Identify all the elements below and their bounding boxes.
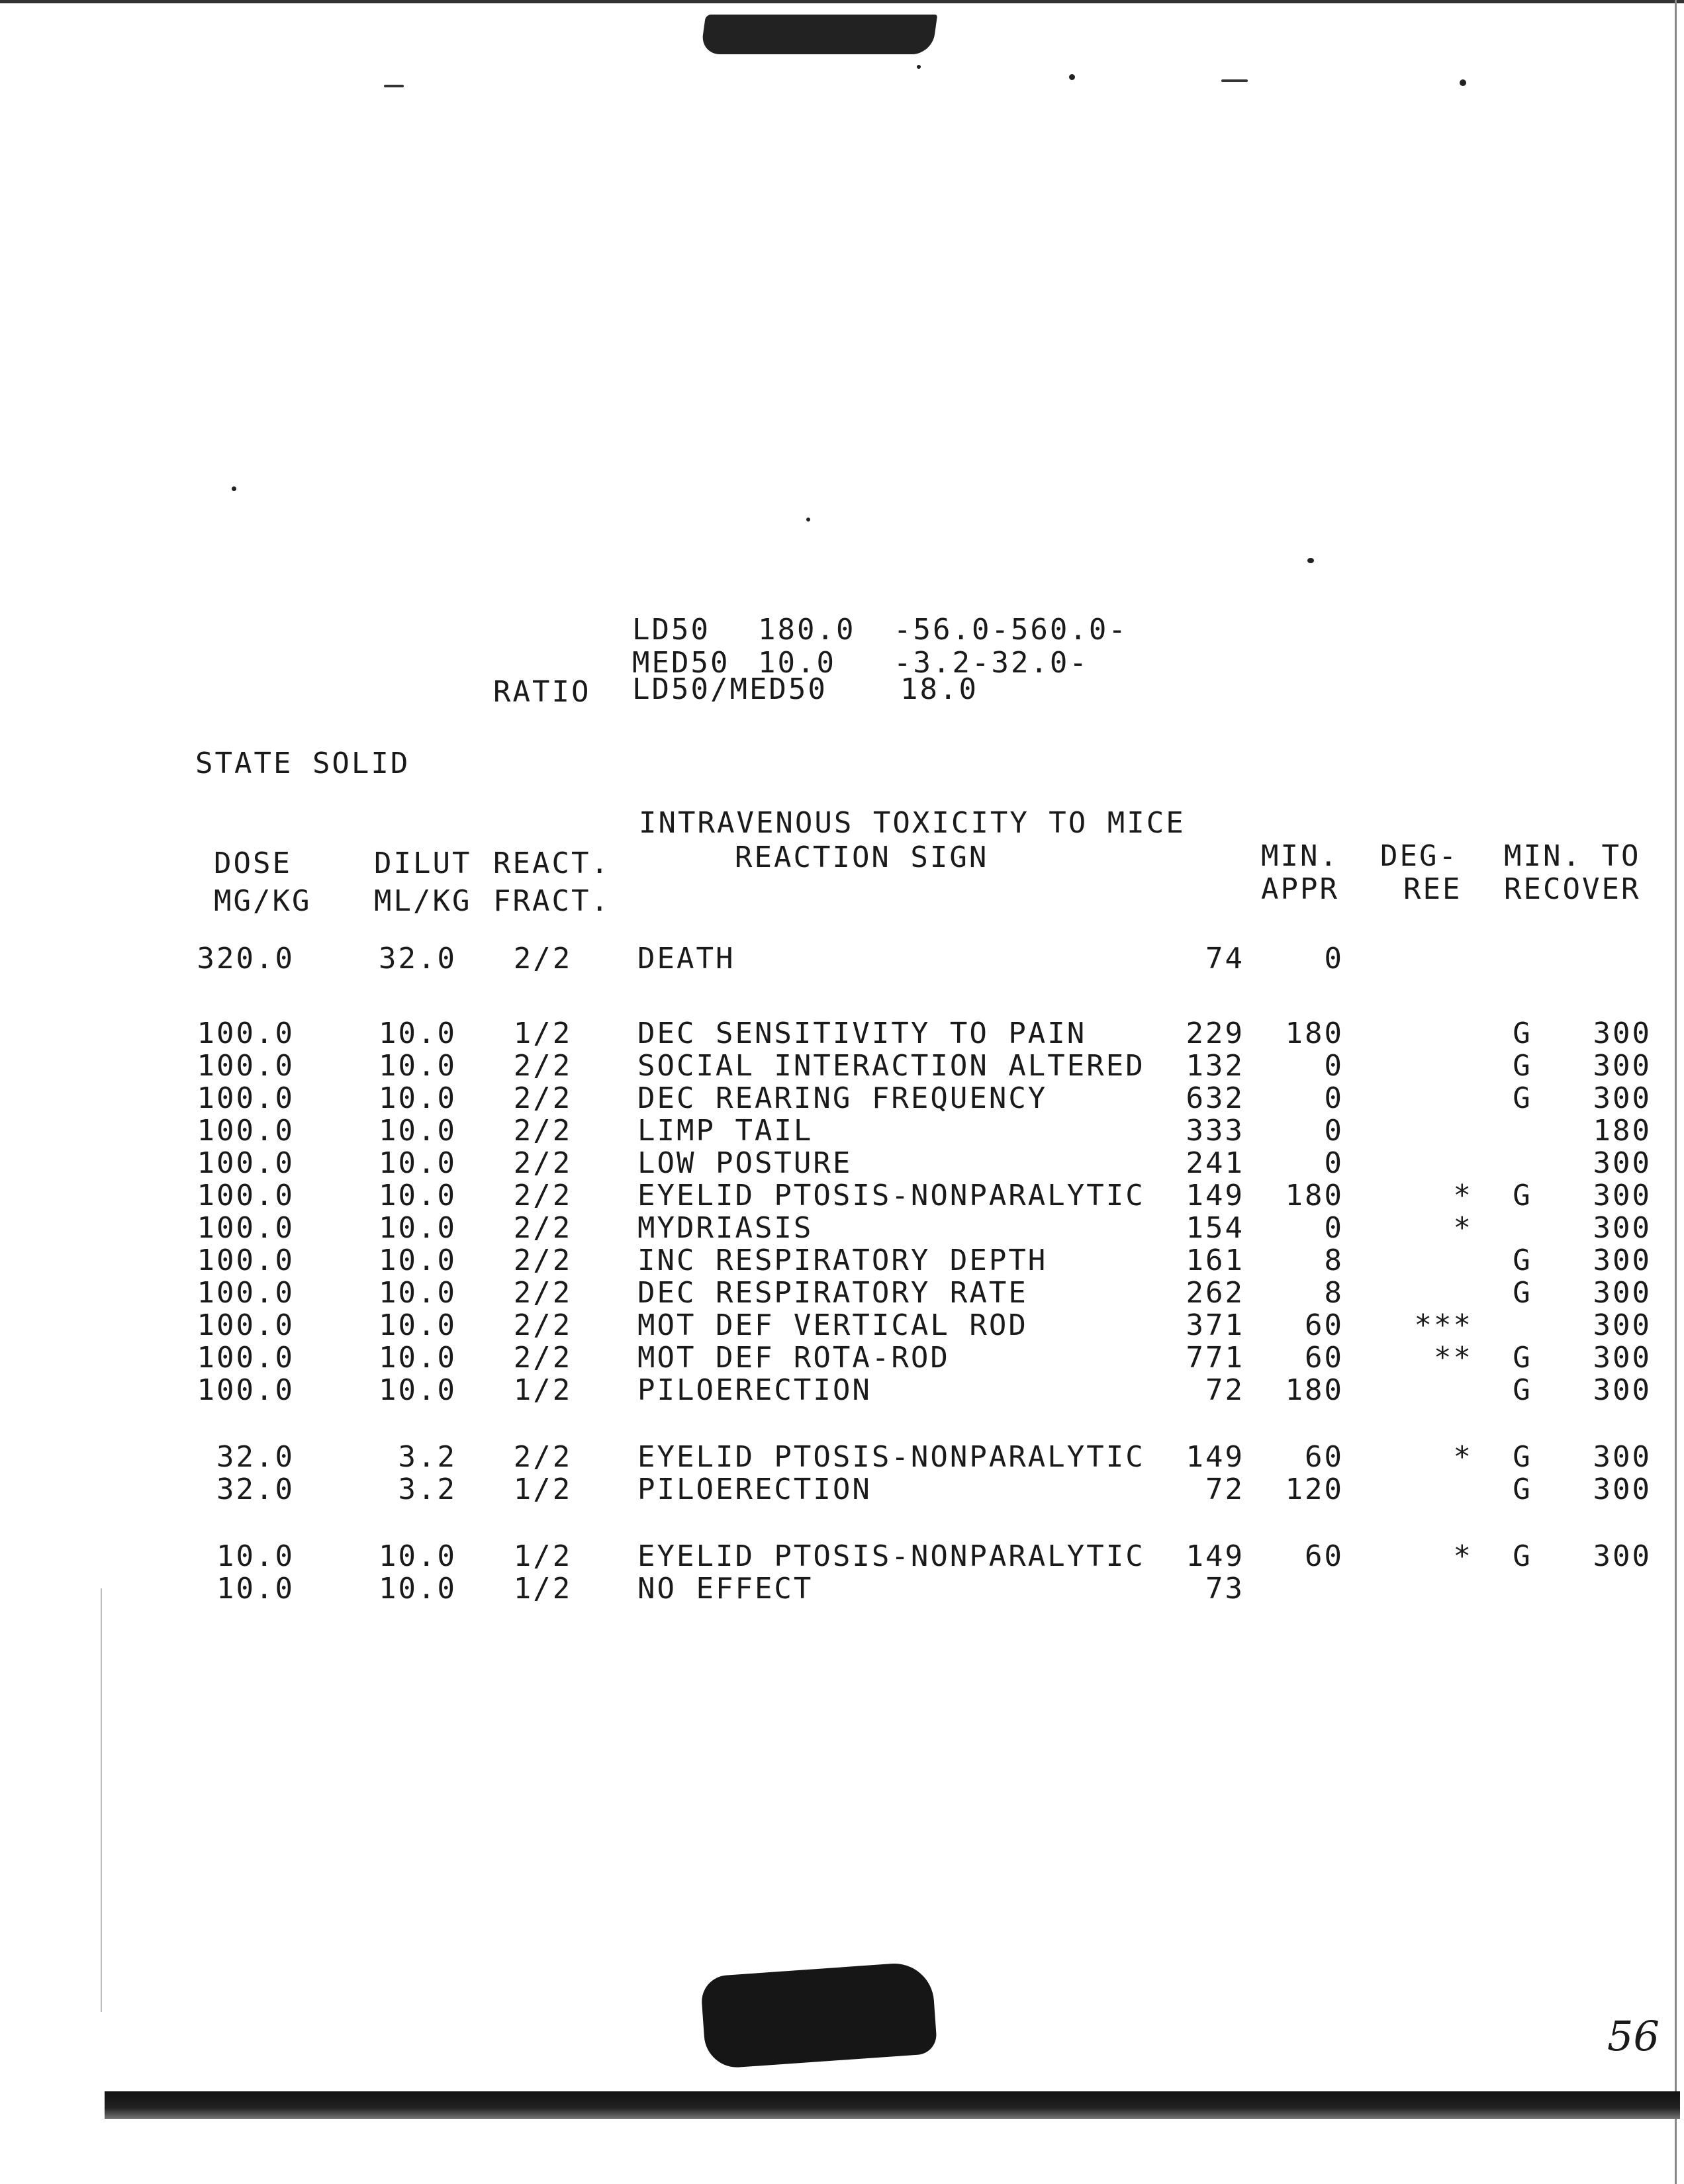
- dilut-cell: 10.0: [379, 1114, 457, 1148]
- ld50-value: 180.0: [758, 613, 856, 647]
- grade-cell: G: [1513, 1440, 1532, 1474]
- fraction-cell: 2/2: [513, 1179, 573, 1212]
- dose-cell: 100.0: [197, 1081, 295, 1115]
- scan-right-edge: [1675, 0, 1677, 2184]
- grade-cell: G: [1513, 1473, 1532, 1506]
- reaction-sign-cell: DEC SENSITIVITY TO PAIN: [637, 1017, 1087, 1050]
- min-appr-cell: 60: [1305, 1440, 1344, 1474]
- min-appr-cell: 60: [1305, 1308, 1344, 1342]
- min-appr-cell: 60: [1305, 1539, 1344, 1573]
- reaction-sign-cell: NO EFFECT: [637, 1572, 814, 1606]
- header-reaction-sign: REACTION SIGN: [735, 841, 989, 874]
- fraction-cell: 2/2: [513, 1146, 573, 1180]
- header-degree-1: DEG-: [1380, 839, 1458, 873]
- min-appr-cell: 0: [1324, 1049, 1344, 1083]
- min-appr-cell: 120: [1285, 1473, 1344, 1506]
- med50-range: -3.2-32.0-: [894, 646, 1089, 680]
- reaction-sign-cell: DEATH: [637, 942, 735, 976]
- dose-cell: 320.0: [197, 942, 295, 976]
- min-appr-cell: 0: [1324, 1211, 1344, 1245]
- fraction-cell: 1/2: [513, 1017, 573, 1050]
- min-recover-cell: 300: [1593, 1049, 1652, 1083]
- dilut-cell: 10.0: [379, 1341, 457, 1375]
- grade-cell: G: [1513, 1017, 1532, 1050]
- sign-code-cell: 72: [1205, 1473, 1244, 1506]
- sign-code-cell: 132: [1186, 1049, 1244, 1083]
- dose-cell: 100.0: [197, 1017, 295, 1050]
- dilut-cell: 3.2: [398, 1440, 457, 1474]
- fraction-cell: 1/2: [513, 1473, 573, 1506]
- min-recover-cell: 300: [1593, 1017, 1652, 1050]
- header-recover-1: MIN. TO: [1504, 839, 1641, 873]
- sign-code-cell: 262: [1186, 1276, 1244, 1310]
- reaction-sign-cell: LIMP TAIL: [637, 1114, 814, 1148]
- fraction-cell: 2/2: [513, 1244, 573, 1277]
- min-recover-cell: 300: [1593, 1473, 1652, 1506]
- grade-cell: G: [1513, 1179, 1532, 1212]
- dilut-cell: 10.0: [379, 1049, 457, 1083]
- grade-cell: G: [1513, 1049, 1532, 1083]
- fraction-cell: 2/2: [513, 1440, 573, 1474]
- dilut-cell: 10.0: [379, 1244, 457, 1277]
- ratio-prefix: RATIO: [493, 675, 591, 709]
- sign-code-cell: 149: [1186, 1440, 1244, 1474]
- degree-cell: **: [1434, 1341, 1473, 1375]
- fraction-cell: 2/2: [513, 1341, 573, 1375]
- redaction-blot-bottom: [700, 1961, 938, 2070]
- dose-cell: 100.0: [197, 1114, 295, 1148]
- min-recover-cell: 300: [1593, 1179, 1652, 1212]
- min-recover-cell: 300: [1593, 1081, 1652, 1115]
- degree-cell: *: [1453, 1539, 1473, 1573]
- header-dose-1: DOSE: [214, 846, 292, 880]
- min-recover-cell: 300: [1593, 1146, 1652, 1180]
- sign-code-cell: 73: [1205, 1572, 1244, 1606]
- sign-code-cell: 333: [1186, 1114, 1244, 1148]
- reaction-sign-cell: MOT DEF VERTICAL ROD: [637, 1308, 1028, 1342]
- min-recover-cell: 300: [1593, 1341, 1652, 1375]
- sign-code-cell: 241: [1186, 1146, 1244, 1180]
- header-dose-2: MG/KG: [214, 884, 312, 918]
- scan-speck: [1221, 79, 1248, 82]
- fraction-cell: 1/2: [513, 1373, 573, 1407]
- min-recover-cell: 300: [1593, 1276, 1652, 1310]
- grade-cell: G: [1513, 1539, 1532, 1573]
- header-appr-1: MIN.: [1261, 839, 1339, 873]
- dilut-cell: 10.0: [379, 1146, 457, 1180]
- dilut-cell: 10.0: [379, 1211, 457, 1245]
- dose-cell: 100.0: [197, 1049, 295, 1083]
- dose-cell: 10.0: [216, 1572, 295, 1606]
- header-react-2: FRACT.: [493, 884, 610, 918]
- min-appr-cell: 8: [1324, 1276, 1344, 1310]
- reaction-sign-cell: MOT DEF ROTA-ROD: [637, 1341, 950, 1375]
- reaction-sign-cell: INC RESPIRATORY DEPTH: [637, 1244, 1048, 1277]
- scan-bottom-bar: [105, 2091, 1680, 2119]
- sign-code-cell: 229: [1186, 1017, 1244, 1050]
- state-label: STATE SOLID: [195, 747, 410, 780]
- sign-code-cell: 632: [1186, 1081, 1244, 1115]
- dilut-cell: 10.0: [379, 1539, 457, 1573]
- reaction-sign-cell: SOCIAL INTERACTION ALTERED: [637, 1049, 1145, 1083]
- reaction-sign-cell: EYELID PTOSIS-NONPARALYTIC: [637, 1440, 1145, 1474]
- dilut-cell: 10.0: [379, 1373, 457, 1407]
- scan-speck: [384, 85, 404, 87]
- scan-left-edge: [101, 1588, 102, 2012]
- sign-code-cell: 149: [1186, 1179, 1244, 1212]
- sign-code-cell: 154: [1186, 1211, 1244, 1245]
- header-dilut-1: DILUT: [374, 846, 472, 880]
- sign-code-cell: 371: [1186, 1308, 1244, 1342]
- ratio-label: LD50/MED50: [632, 672, 827, 706]
- min-recover-cell: 300: [1593, 1539, 1652, 1573]
- scan-speck: [806, 518, 810, 522]
- grade-cell: G: [1513, 1276, 1532, 1310]
- min-recover-cell: 180: [1593, 1114, 1652, 1148]
- scan-speck: [232, 486, 236, 491]
- degree-cell: *: [1453, 1440, 1473, 1474]
- min-appr-cell: 0: [1324, 942, 1344, 976]
- min-appr-cell: 60: [1305, 1341, 1344, 1375]
- dose-cell: 100.0: [197, 1179, 295, 1212]
- ld50-label: LD50: [632, 613, 710, 647]
- min-recover-cell: 300: [1593, 1440, 1652, 1474]
- degree-cell: ***: [1414, 1308, 1473, 1342]
- dilut-cell: 10.0: [379, 1017, 457, 1050]
- fraction-cell: 2/2: [513, 1211, 573, 1245]
- grade-cell: G: [1513, 1081, 1532, 1115]
- fraction-cell: 2/2: [513, 1276, 573, 1310]
- min-appr-cell: 180: [1285, 1179, 1344, 1212]
- dilut-cell: 10.0: [379, 1308, 457, 1342]
- sign-code-cell: 161: [1186, 1244, 1244, 1277]
- scan-speck: [917, 65, 921, 69]
- sign-code-cell: 771: [1186, 1341, 1244, 1375]
- header-degree-2: REE: [1403, 872, 1462, 906]
- min-recover-cell: 300: [1593, 1308, 1652, 1342]
- scan-speck: [1460, 79, 1466, 86]
- dilut-cell: 32.0: [379, 942, 457, 976]
- header-appr-2: APPR: [1261, 872, 1339, 906]
- reaction-sign-cell: EYELID PTOSIS-NONPARALYTIC: [637, 1179, 1145, 1212]
- min-recover-cell: 300: [1593, 1244, 1652, 1277]
- sign-code-cell: 74: [1205, 942, 1244, 976]
- scan-speck: [1307, 558, 1314, 563]
- reaction-sign-cell: PILOERECTION: [637, 1473, 872, 1506]
- reaction-sign-cell: DEC RESPIRATORY RATE: [637, 1276, 1028, 1310]
- min-appr-cell: 180: [1285, 1373, 1344, 1407]
- min-appr-cell: 180: [1285, 1017, 1344, 1050]
- reaction-sign-cell: PILOERECTION: [637, 1373, 872, 1407]
- fraction-cell: 2/2: [513, 942, 573, 976]
- ratio-value: 18.0: [900, 672, 978, 706]
- table-title: INTRAVENOUS TOXICITY TO MICE: [639, 806, 1186, 840]
- scan-top-edge: [0, 0, 1684, 3]
- reaction-sign-cell: MYDRIASIS: [637, 1211, 814, 1245]
- fraction-cell: 1/2: [513, 1572, 573, 1606]
- dilut-cell: 10.0: [379, 1276, 457, 1310]
- scan-speck: [1069, 74, 1075, 80]
- dose-cell: 100.0: [197, 1244, 295, 1277]
- min-appr-cell: 0: [1324, 1114, 1344, 1148]
- min-appr-cell: 0: [1324, 1146, 1344, 1180]
- dilut-cell: 10.0: [379, 1179, 457, 1212]
- page-number: 56: [1607, 2012, 1660, 2060]
- dose-cell: 10.0: [216, 1539, 295, 1573]
- dose-cell: 100.0: [197, 1211, 295, 1245]
- header-recover-2: RECOVER: [1504, 872, 1641, 906]
- min-appr-cell: 8: [1324, 1244, 1344, 1277]
- redaction-blot-top: [700, 15, 937, 54]
- fraction-cell: 2/2: [513, 1081, 573, 1115]
- fraction-cell: 2/2: [513, 1049, 573, 1083]
- reaction-sign-cell: LOW POSTURE: [637, 1146, 853, 1180]
- reaction-sign-cell: DEC REARING FREQUENCY: [637, 1081, 1048, 1115]
- dose-cell: 100.0: [197, 1341, 295, 1375]
- min-appr-cell: 0: [1324, 1081, 1344, 1115]
- grade-cell: G: [1513, 1341, 1532, 1375]
- header-dilut-2: ML/KG: [374, 884, 472, 918]
- dilut-cell: 10.0: [379, 1081, 457, 1115]
- dose-cell: 32.0: [216, 1440, 295, 1474]
- med50-label: MED50: [632, 646, 730, 680]
- med50-value: 10.0: [758, 646, 836, 680]
- grade-cell: G: [1513, 1244, 1532, 1277]
- grade-cell: G: [1513, 1373, 1532, 1407]
- header-react-1: REACT.: [493, 846, 610, 880]
- reaction-sign-cell: EYELID PTOSIS-NONPARALYTIC: [637, 1539, 1145, 1573]
- sign-code-cell: 149: [1186, 1539, 1244, 1573]
- dose-cell: 100.0: [197, 1146, 295, 1180]
- dilut-cell: 10.0: [379, 1572, 457, 1606]
- fraction-cell: 2/2: [513, 1308, 573, 1342]
- fraction-cell: 2/2: [513, 1114, 573, 1148]
- dilut-cell: 3.2: [398, 1473, 457, 1506]
- min-recover-cell: 300: [1593, 1373, 1652, 1407]
- dose-cell: 100.0: [197, 1373, 295, 1407]
- dose-cell: 32.0: [216, 1473, 295, 1506]
- dose-cell: 100.0: [197, 1276, 295, 1310]
- sign-code-cell: 72: [1205, 1373, 1244, 1407]
- dose-cell: 100.0: [197, 1308, 295, 1342]
- min-recover-cell: 300: [1593, 1211, 1652, 1245]
- ld50-range: -56.0-560.0-: [894, 613, 1128, 647]
- fraction-cell: 1/2: [513, 1539, 573, 1573]
- degree-cell: *: [1453, 1179, 1473, 1212]
- degree-cell: *: [1453, 1211, 1473, 1245]
